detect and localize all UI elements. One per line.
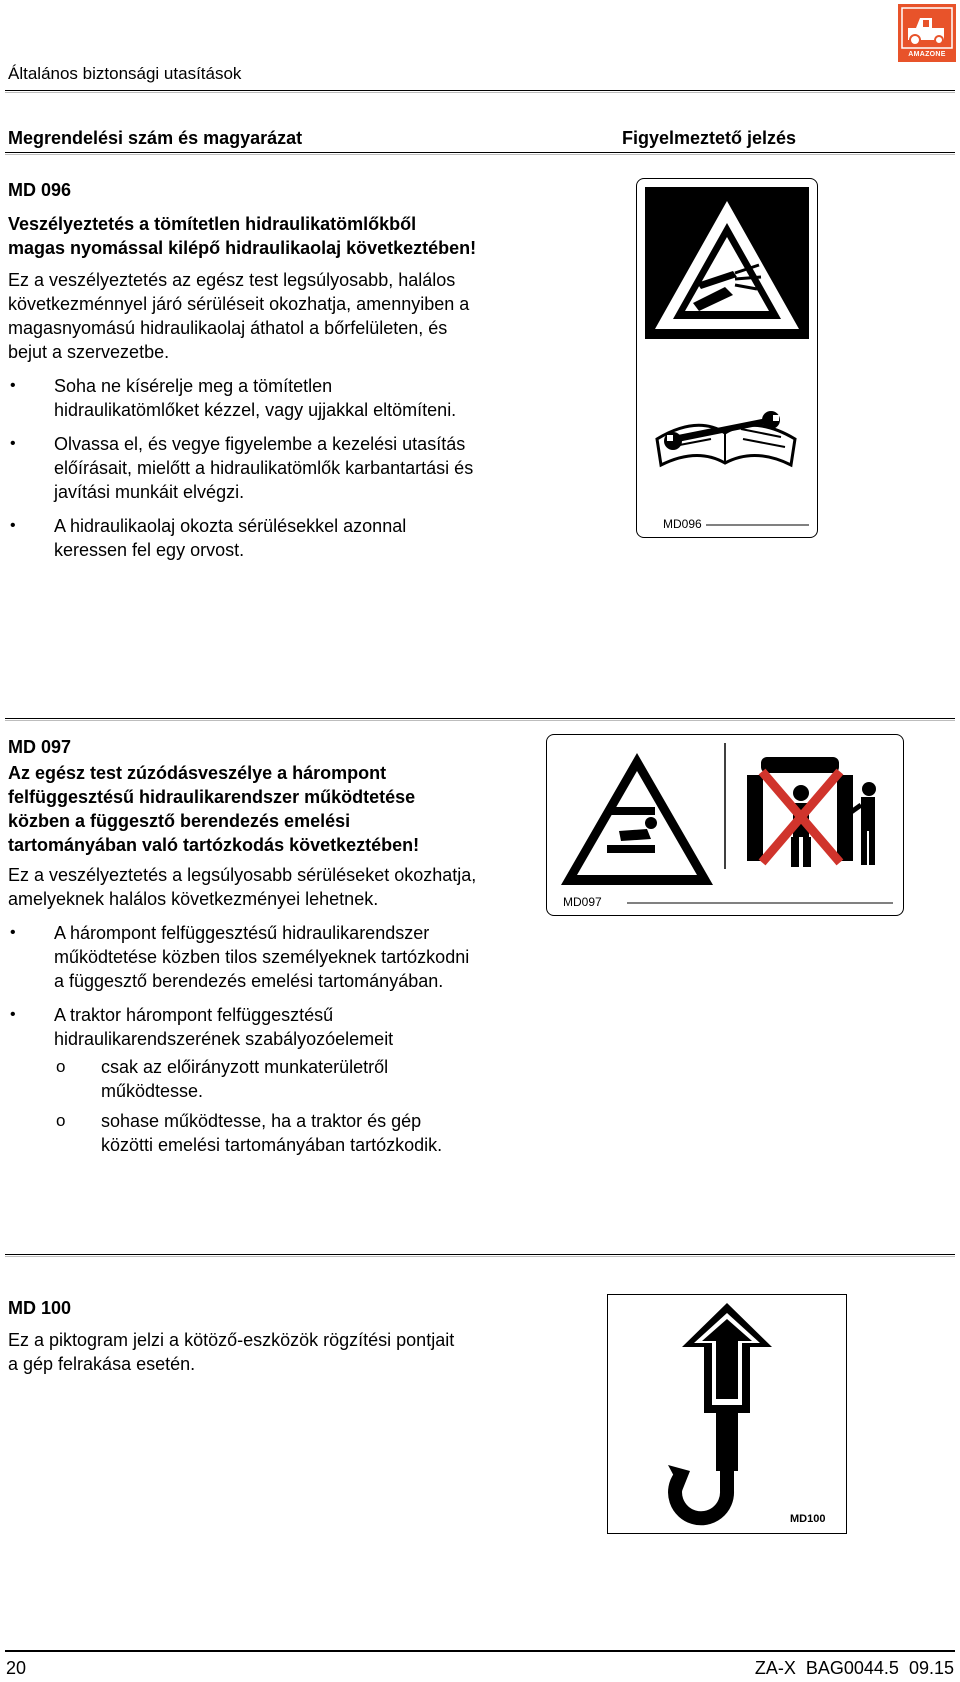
md100-sign bbox=[607, 1294, 847, 1534]
amazone-logo bbox=[898, 4, 956, 62]
md096-warning-sign bbox=[636, 178, 818, 538]
md097-text-block bbox=[8, 735, 478, 1167]
md096-divider bbox=[5, 718, 955, 719]
md096-sign-label: MD096 bbox=[659, 517, 706, 531]
md097-warning-sign bbox=[546, 734, 904, 916]
md096-text-block bbox=[8, 178, 478, 572]
md097-bullet: • A hárompont felfüggesztésű hidraulikarendszer működtetése közben tilos személyeknek tartózkodni a függesztő berendezés emelési tartományában. bbox=[8, 921, 478, 993]
manual-book-icon bbox=[657, 411, 795, 465]
md097-sub-bullet: o csak az előirányzott munkaterületről működtesse. bbox=[54, 1055, 478, 1103]
md100-text-block bbox=[8, 1296, 468, 1376]
md096-sign-graphic bbox=[637, 179, 817, 537]
md097-sign-graphic bbox=[547, 735, 903, 915]
column-header-right: Figyelmeztető jelzés bbox=[622, 128, 797, 148]
md096-bullet: • A hidraulikaolaj okozta sérülésekkel azonnal keressen fel egy orvost. bbox=[8, 514, 478, 562]
column-header-left: Megrendelési szám és magyarázat bbox=[8, 128, 303, 148]
md097-sub-bullet: o sohase működtesse, ha a traktor és gép közötti emelési tartományában tartózkodik. bbox=[54, 1109, 478, 1157]
page-number: 20 bbox=[6, 1658, 27, 1678]
md096-bullet: • Olvassa el, és vegye figyelembe a kezelési utasítás előírásait, mielőtt a hidraulikatömlők karbantartási és javítási munkáit elvégzi. bbox=[8, 432, 478, 504]
md097-description: Ez a veszélyeztetés a legsúlyosabb sérüléseket okozhatja, amelyeknek halálos következményei lehetnek. bbox=[8, 865, 477, 909]
md100-description: Ez a piktogram jelzi a kötöző-eszközök rögzítési pontjait a gép felrakása esetén. bbox=[8, 1330, 455, 1374]
md096-code: MD 096 bbox=[8, 180, 72, 200]
md097-sign-label: MD097 bbox=[559, 895, 606, 909]
md100-code: MD 100 bbox=[8, 1298, 72, 1318]
md097-title: Az egész test zúzódásveszélye a hárompont felfüggesztésű hidraulikarendszer működtetése közben a függesztő berendezés emelési tartományában való tartózkodás következtében! bbox=[8, 763, 420, 855]
md100-sign-label: MD100 bbox=[790, 1513, 826, 1525]
md096-title: Veszélyeztetés a tömítetlen hidraulikatömlőkből magas nyomással kilépő hidraulikaolaj következtében! bbox=[8, 214, 477, 258]
document-reference: ZA-X BAG0044.5 09.15 bbox=[754, 1658, 954, 1678]
up-arrow-icon bbox=[682, 1303, 772, 1413]
md097-divider bbox=[5, 1254, 955, 1255]
md096-bullet-list bbox=[8, 374, 478, 562]
md100-sign-graphic bbox=[608, 1295, 846, 1533]
footer-rule bbox=[5, 1650, 955, 1652]
table-header-rule bbox=[5, 152, 955, 153]
md096-bullet: • Soha ne kísérelje meg a tömítetlen hidraulikatömlőket kézzel, vagy ujjakkal eltömíteni. bbox=[8, 374, 478, 422]
md097-code: MD 097 bbox=[8, 737, 72, 757]
md097-sub-list bbox=[54, 1055, 478, 1157]
md097-bullet-list bbox=[8, 921, 478, 1157]
crush-warning-triangle-icon bbox=[561, 753, 713, 885]
logo-text: AMAZONE bbox=[908, 51, 946, 58]
md096-description: Ez a veszélyeztetés az egész test legsúlyosabb, halálos következménnyel járó sérüléseit okozhatja, amennyiben a magasnyomású hidraulikaolaj áthatol a bőrfelületen, és bejut a szervezetbe. bbox=[8, 270, 470, 362]
md097-bullet-text: A traktor hárompont felfüggesztésű hidraulikarendszerének szabályozóelemeit bbox=[54, 1005, 394, 1049]
lifting-hook-icon bbox=[668, 1413, 738, 1518]
header-rule bbox=[5, 90, 955, 91]
md097-bullet-with-sublist bbox=[8, 1003, 478, 1157]
page-section-title: Általános biztonsági utasítások bbox=[8, 64, 242, 83]
